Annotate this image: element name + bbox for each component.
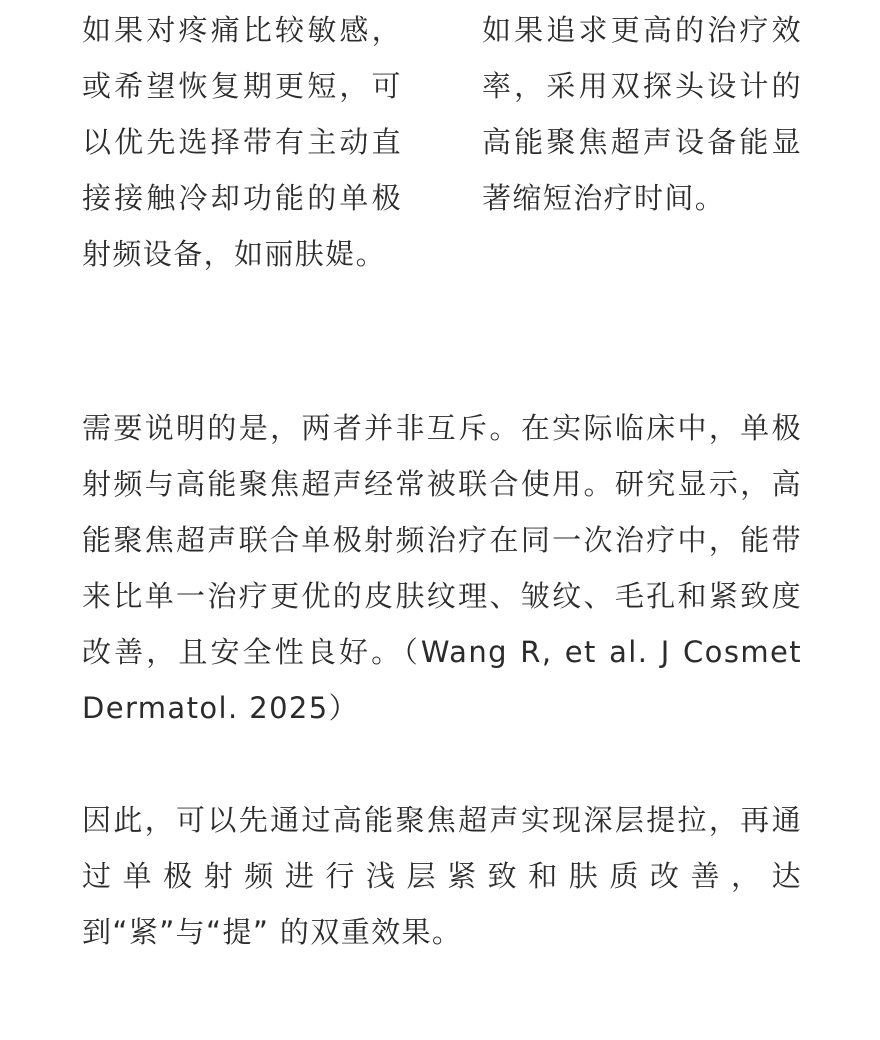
conclusion-paragraph: 因此，可以先通过高能聚焦超声实现深层提拉，再通过单极射频进行浅层紧致和肤质改善，达到“紧”与“提” 的双重效果。	[82, 803, 802, 949]
right-column-text: 如果追求更高的治疗效率，采用双探头设计的高能聚焦超声设备能显著缩短治疗时间。	[482, 13, 802, 215]
left-column-text: 如果对疼痛比较敏感，或希望恢复期更短，可以优先选择带有主动直接接触冷却功能的单极射频设备，如丽肤媞。	[82, 13, 402, 271]
clinical-note-paragraph: 需要说明的是，两者并非互斥。在实际临床中，单极射频与高能聚焦超声经常被联合使用。研究显示，高能聚焦超声联合单极射频治疗在同一次治疗中，能带来比单一治疗更优的皮肤纹理、皱纹、毛孔和紧致度改善，且安全性良好。（Wang R, et al. J Cosmet Dermatol. 2025）	[82, 411, 802, 725]
